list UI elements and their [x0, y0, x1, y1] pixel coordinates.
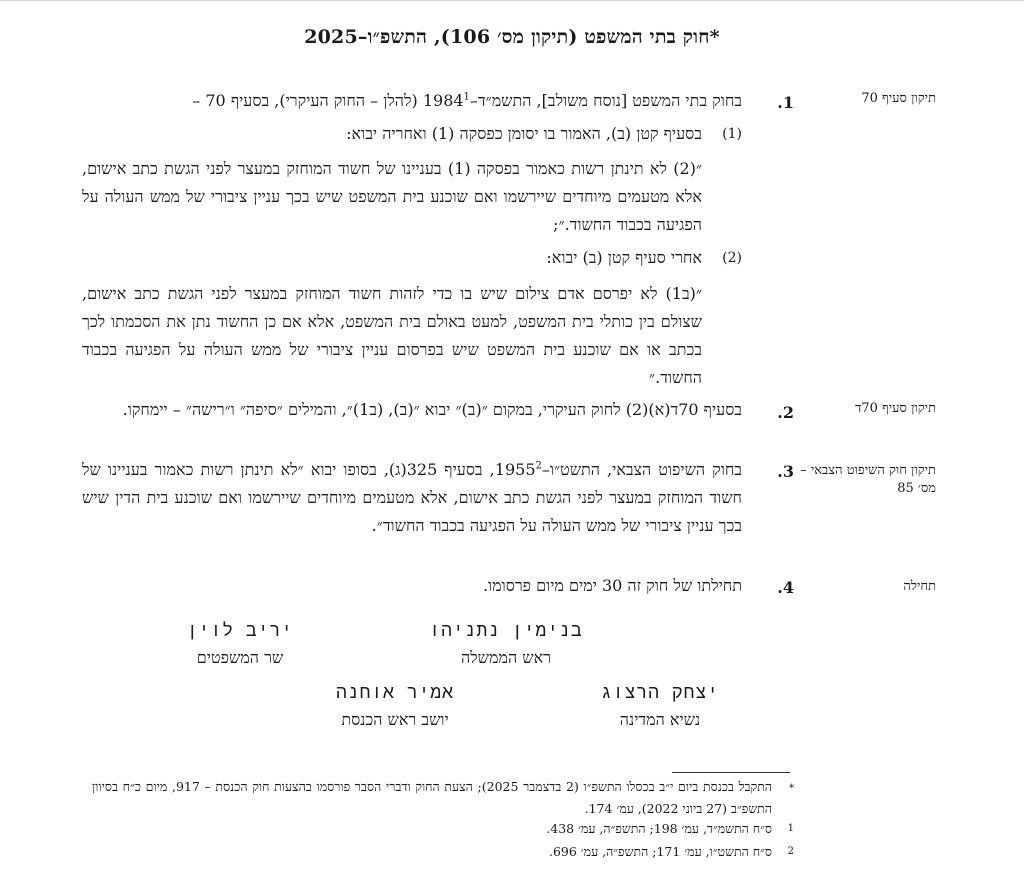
- footnote-ref-2: 2: [535, 460, 542, 472]
- signature-name-knesset-speaker: אמיר אוחנה: [335, 682, 455, 703]
- section-4-text: תחילתו של חוק זה 30 ימים מיום פרסומו.: [482, 576, 742, 595]
- subitem-1-text: בסעיף קטן (ב), האמור בו יסומן כפסקה (1) ואחריה יבוא:: [346, 124, 702, 143]
- section-3-text: בחוק השיפוט הצבאי, התשט״ו–1955$^2$, בסעיף 325(ג), בסופו יבוא ״לא תינתן רשות כאמור בעניינו של חשוד המוחזק במעצר לפני הגשת כתב אישום, אלא מטעמים מיוחדים שיירשמו ואם שוכנע בית הדין שיש בכך עניין ציבורי של ממש העולה על הפגיעה בכבוד החשוד״.: [82, 460, 743, 535]
- margin-note-section-4: תחילה: [903, 579, 936, 594]
- margin-note-section-1: תיקון סעיף 70: [861, 91, 936, 106]
- signature-name-prime-minister: בנימין נתניהו: [429, 620, 583, 641]
- signature-title-prime-minister: ראש הממשלה: [460, 648, 552, 667]
- signature-title-president: נשיא המדינה: [619, 710, 701, 729]
- footnote-mark-1: 1: [787, 823, 794, 834]
- footnote-2-text: ס״ח התשט״ו, עמ׳ 171; התשפ״ה, עמ׳ 696.: [548, 844, 772, 859]
- signature-name-president: יצחק הרצוג: [600, 682, 720, 703]
- section-1-intro: בחוק בתי המשפט [נוסח משולב], התשמ״ד–1984$^1$ (להלן – החוק העיקרי), בסעיף 70 –: [192, 91, 742, 110]
- subitem-number-1: (1): [722, 126, 742, 142]
- section-number-3: 3.: [777, 462, 794, 481]
- signature-title-justice-minister: שר המשפטים: [196, 648, 284, 667]
- section-2-text: בסעיף 70ד(א)(2) לחוק העיקרי, במקום ״(ב)״ יבוא ״(ב), (ב1)״, והמילים ״סיפה״ ו״רישה״ – יימחקו.: [122, 400, 742, 419]
- footnote-mark-2: 2: [787, 846, 794, 857]
- footnote-1-text: ס״ח התשמ״ד, עמ׳ 198; התשפ״ה, עמ׳ 438.: [546, 821, 772, 836]
- signature-title-knesset-speaker: יושב ראש הכנסת: [341, 710, 449, 729]
- subitem-1-quote: ״(2) לא תינתן רשות כאמור בפסקה (1) בעניינו של חשוד המוחזק במעצר לפני הגשת כתב אישום, אלא מטעמים מיוחדים שיירשמו ואם שוכנע בית המשפט שיש בכך עניין ציבורי של ממש העולה על הפגיעה בכבוד החשוד.״;: [82, 159, 703, 234]
- subitem-2-quote: ״(ב1) לא יפרסם אדם צילום שיש בו כדי לזהות חשוד המוחזק במעצר לפני הגשת כתב אישום, שצולם בין כותלי בית המשפט, למעט באולם בית המשפט, אלא אם כן החשוד נתן את הסכמתו לכך בכתב או אם שוכנע בית המשפט שיש בפרסום עניין ציבורי של ממש העולה על הפגיעה בכבוד החשוד.״: [82, 284, 703, 387]
- subitem-number-2: (2): [722, 250, 742, 266]
- section-number-2: 2.: [777, 403, 794, 422]
- footnote-star-text: התקבל בכנסת ביום י״ב בכסלו התשפ״ו (2 בדצמבר 2025); הצעת החוק ודברי הסבר פורסמו בהצעות חוק הכנסת – 917, מיום כ״ח בסיוון התשפ״ב (27 ביוני 2022), עמ׳ 174.: [92, 779, 773, 816]
- footnote-separator: [672, 772, 790, 773]
- section-number-1: 1.: [777, 93, 794, 112]
- footnote-mark-star: *: [789, 783, 794, 794]
- margin-note-section-2: תיקון סעיף 70ד: [855, 401, 936, 416]
- margin-note-section-3: תיקון חוק השיפוט הצבאי – מס׳ 85: [800, 463, 936, 496]
- top-border: [0, 0, 1024, 1]
- signature-name-justice-minister: יריב לוין: [186, 620, 294, 641]
- document-title: חוק בתי המשפט (תיקון מס׳ 106), התשפ״ו–2025*: [304, 26, 720, 48]
- footnote-ref-1: 1: [463, 91, 470, 103]
- subitem-2-text: אחרי סעיף קטן (ב) יבוא:: [546, 248, 702, 267]
- section-number-4: 4.: [777, 578, 794, 597]
